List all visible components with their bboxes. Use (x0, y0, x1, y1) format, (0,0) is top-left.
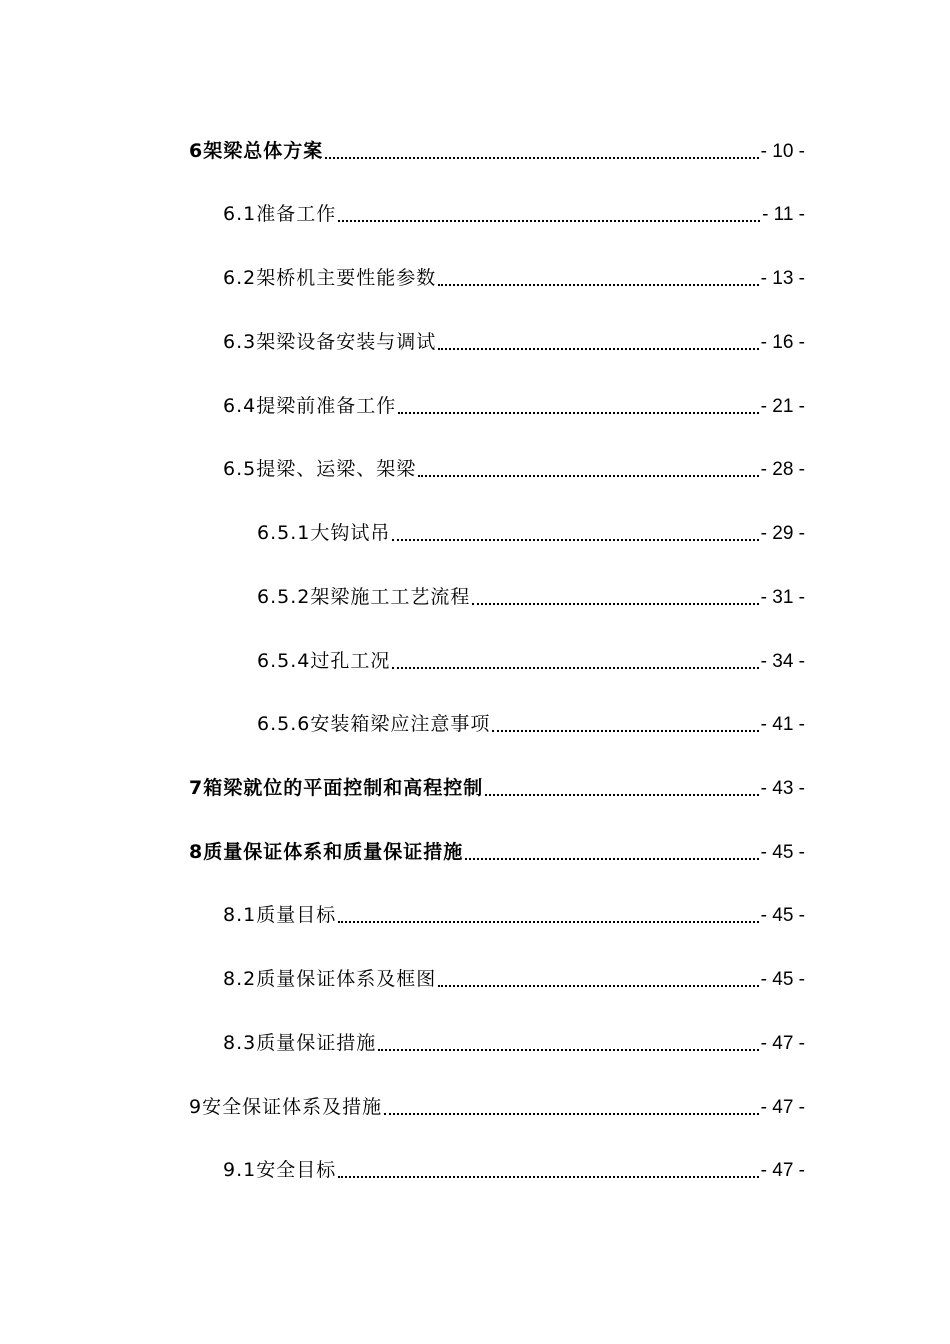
toc-dot-leader (418, 475, 758, 477)
toc-dot-leader (465, 858, 758, 860)
toc-entry-title: 6.2架桥机主要性能参数 (223, 267, 437, 289)
toc-entry[interactable] (223, 199, 805, 229)
toc-entry-page: - 21 - (760, 396, 805, 417)
toc-entry-page: - 16 - (760, 332, 805, 353)
toc-entry-title: 6.3架梁设备安装与调试 (223, 331, 437, 353)
toc-dot-leader (438, 284, 758, 286)
toc-dot-leader (485, 794, 758, 796)
toc-entry-page: - 28 - (760, 459, 805, 480)
toc-dot-leader (338, 220, 760, 222)
toc-entry-page: - 11 - (762, 204, 805, 225)
toc-entry-page: - 45 - (760, 842, 805, 863)
toc-entry-page: - 47 - (760, 1033, 805, 1054)
toc-entry[interactable] (189, 136, 805, 166)
toc-entry[interactable] (223, 263, 805, 293)
toc-entry-title: 8.3质量保证措施 (223, 1032, 377, 1054)
toc-entry-page: - 47 - (760, 1160, 805, 1181)
toc-entry-title: 7箱梁就位的平面控制和高程控制 (189, 777, 484, 799)
toc-dot-leader (438, 985, 758, 987)
toc-entry-page: - 34 - (760, 651, 805, 672)
toc-entry[interactable] (223, 327, 805, 357)
toc-entry[interactable] (223, 964, 805, 994)
toc-entry-title: 6.1准备工作 (223, 203, 337, 225)
toc-entry-page: - 47 - (760, 1097, 805, 1118)
toc-entry-title: 8.1质量目标 (223, 904, 337, 926)
toc-entry[interactable] (223, 900, 805, 930)
toc-entry-title: 6.5.2架梁施工工艺流程 (257, 586, 471, 608)
toc-entry-title: 6.5提梁、运梁、架梁 (223, 458, 417, 480)
toc-entry[interactable] (257, 518, 805, 548)
toc-entry-page: - 43 - (760, 778, 805, 799)
toc-entry-title: 9安全保证体系及措施 (189, 1096, 383, 1118)
toc-dot-leader (392, 539, 758, 541)
toc-dot-leader (325, 157, 758, 159)
toc-entry-page: - 13 - (760, 268, 805, 289)
toc-entry-title: 6.5.1大钩试吊 (257, 522, 391, 544)
toc-dot-leader (384, 1113, 759, 1115)
toc-entry-page: - 45 - (760, 905, 805, 926)
toc-dot-leader (438, 348, 758, 350)
toc-dot-leader (392, 667, 758, 669)
toc-entry-title: 8质量保证体系和质量保证措施 (189, 841, 464, 863)
toc-entry[interactable] (189, 837, 805, 867)
toc-entry-page: - 41 - (760, 714, 805, 735)
toc-entry-title: 8.2质量保证体系及框图 (223, 968, 437, 990)
toc-entry[interactable] (223, 454, 805, 484)
toc-dot-leader (338, 1176, 758, 1178)
toc-entry[interactable] (257, 709, 805, 739)
toc-dot-leader (492, 730, 758, 732)
toc-dot-leader (398, 412, 758, 414)
toc-entry-page: - 10 - (760, 141, 805, 162)
toc-entry-title: 6.4提梁前准备工作 (223, 395, 397, 417)
toc-entry[interactable] (189, 773, 805, 803)
toc-entry-page: - 45 - (760, 969, 805, 990)
toc-entry-page: - 29 - (760, 523, 805, 544)
toc-entry-page: - 31 - (760, 587, 805, 608)
toc-entry[interactable] (189, 1092, 805, 1122)
toc-dot-leader (378, 1049, 758, 1051)
toc-entry[interactable] (257, 582, 805, 612)
toc-dot-leader (472, 603, 758, 605)
toc-entry[interactable] (257, 646, 805, 676)
toc-entry-title: 9.1安全目标 (223, 1159, 337, 1181)
toc-entry[interactable] (223, 1028, 805, 1058)
toc-entry-title: 6.5.6安装箱梁应注意事项 (257, 713, 491, 735)
toc-entry[interactable] (223, 1155, 805, 1185)
toc-entry-title: 6架梁总体方案 (189, 140, 324, 162)
toc-dot-leader (338, 921, 758, 923)
toc-entry[interactable] (223, 391, 805, 421)
toc-entry-title: 6.5.4过孔工况 (257, 650, 391, 672)
